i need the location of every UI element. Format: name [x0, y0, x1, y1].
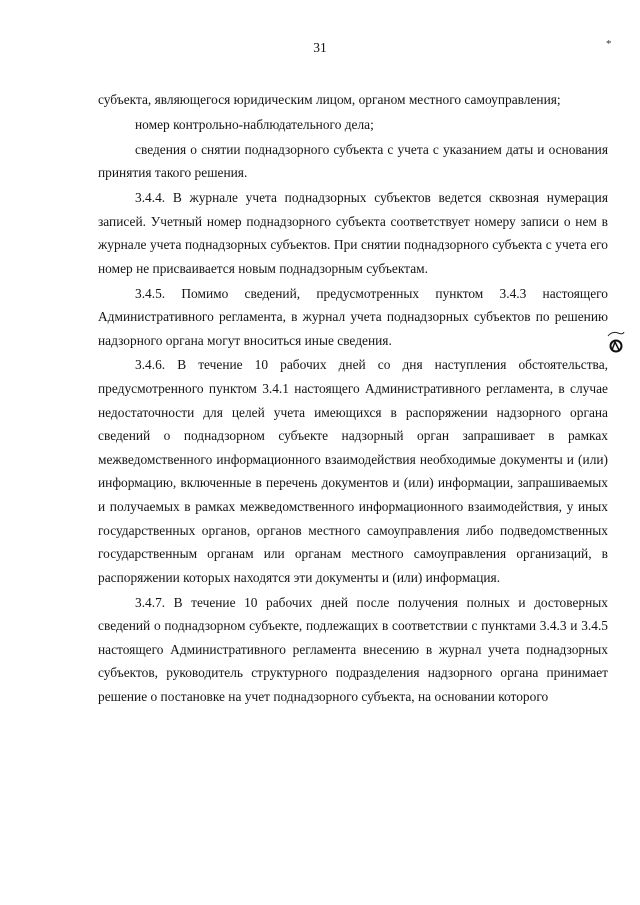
page-number: 31: [313, 40, 327, 55]
paragraph-2: номер контрольно-наблюдательного дела;: [135, 116, 374, 132]
margin-seal-icon: [606, 330, 626, 356]
paragraph-3-4-6: 3.4.6. В течение 10 рабочих дней со дня наступления обстоятельства, предусмотренного пунктом 3.4.1 настоящего Административного регламента, в случае недостаточности для целей учета имеющихся в распоряжении надзорного органа сведений о поднадзорном субъекте надзорный орган запрашивает в рамках межведомственного информационного взаимодействия необходимые документы и (или) информацию, включенные в перечень документов и (или) информации, запрашиваемых и получаемых в рамках межведомственного информационного взаимодействия, у иных государственных органов, органов местного самоуправления либо подведомственных государственным органам или органам местного самоуправления организаций, в распоряжении которых находятся эти документы и (или) информация.: [98, 357, 608, 585]
paragraph-3-4-4: 3.4.4. В журнале учета поднадзорных субъектов ведется сквозная нумерация записей. Учетный номер поднадзорного субъекта соответствует номеру записи о нем в журнале учета поднадзорных субъектов. При снятии поднадзорного субъекта с учета его номер не присваивается новым поднадзорным субъектам.: [98, 189, 608, 276]
paragraph-1: субъекта, являющегося юридическим лицом, органом местного самоуправления;: [98, 92, 561, 107]
paragraph-3-4-7: 3.4.7. В течение 10 рабочих дней после получения полных и достоверных сведений о поднадзорном субъекте, подлежащих в соответствии с пунктами 3.4.3 и 3.4.5 настоящего Административного регламента внесению в журнал учета поднадзорных субъектов, руководитель структурного подразделения надзорного органа принимает решение о постановке на учет поднадзорного субъекта, на основании которого: [98, 594, 608, 704]
document-body: [98, 88, 608, 710]
paragraph-3-4-5: 3.4.5. Помимо сведений, предусмотренных пунктом 3.4.3 настоящего Административного регламента, в журнал учета поднадзорных субъектов по решению надзорного органа могут вноситься иные сведения.: [98, 285, 608, 348]
paragraph-3: сведения о снятии поднадзорного субъекта с учета с указанием даты и основания принятия такого решения.: [98, 141, 608, 181]
small-handwritten-mark-icon: *: [606, 38, 612, 50]
